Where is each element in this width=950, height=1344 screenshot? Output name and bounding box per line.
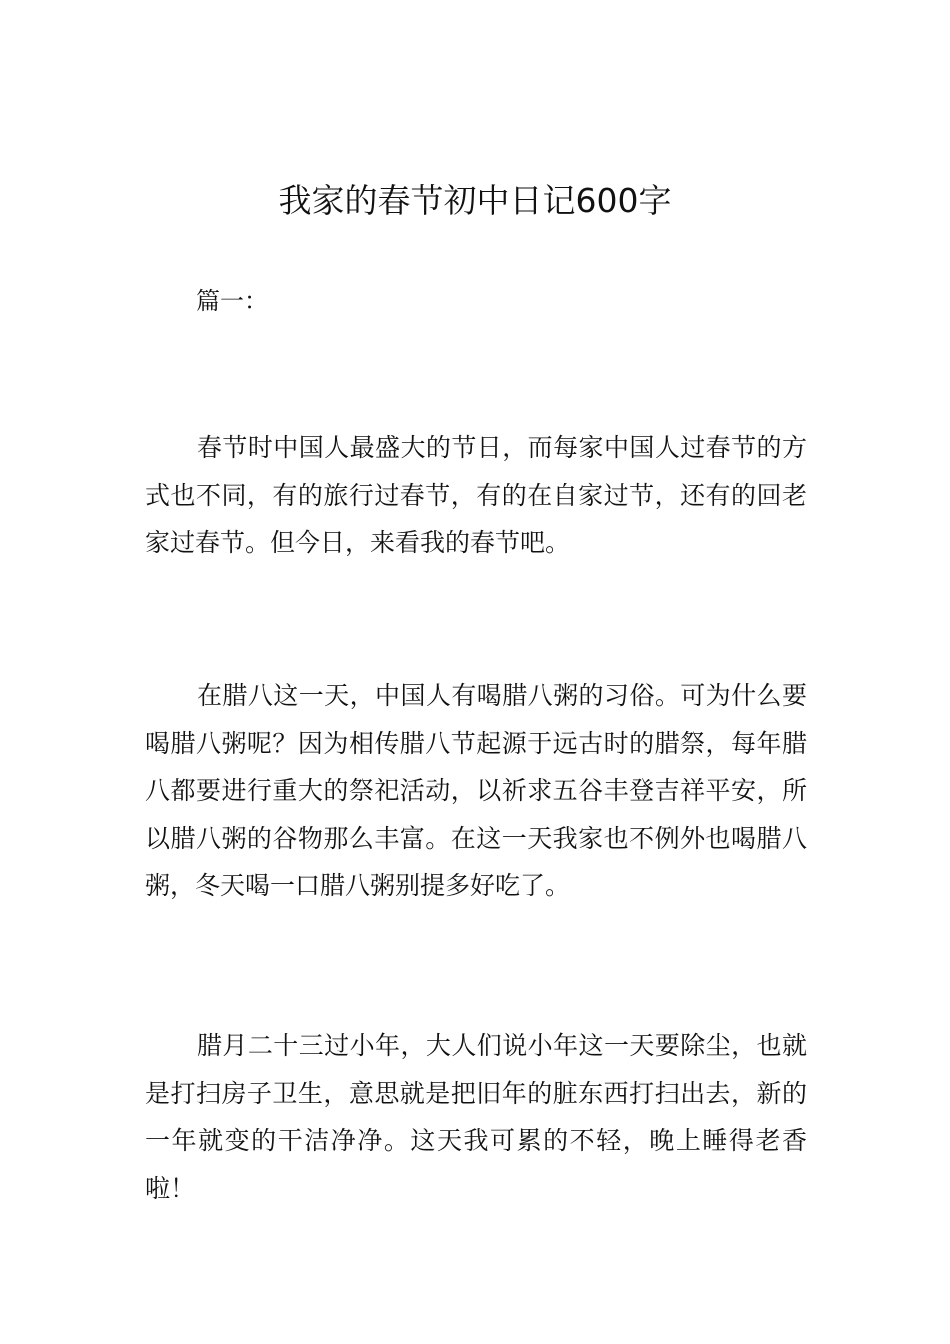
paragraph-2: 在腊八这一天，中国人有喝腊八粥的习俗。可为什么要喝腊八粥呢？因为相传腊八节起源于远古时的腊祭，每年腊八都要进行重大的祭祀活动，以祈求五谷丰登吉祥平安，所以腊八粥的谷物那么丰富。在这一天我家也不例外也喝腊八粥，冬天喝一口腊八粥别提多好吃了。 xyxy=(145,681,807,900)
paragraph-3: 腊月二十三过小年，大人们说小年这一天要除尘，也就是打扫房子卫生，意思就是把旧年的脏东西打扫出去，新的一年就变的干洁净净。这天我可累的不轻，晚上睡得老香啦！ xyxy=(145,1031,807,1203)
section-label: 篇一： xyxy=(196,287,268,315)
page-title: 我家的春节初中日记600字 xyxy=(278,181,672,220)
paragraph-1: 春节时中国人最盛大的节日，而每家中国人过春节的方式也不同，有的旅行过春节，有的在自家过节，还有的回老家过春节。但今日，来看我的春节吧。 xyxy=(145,433,807,557)
